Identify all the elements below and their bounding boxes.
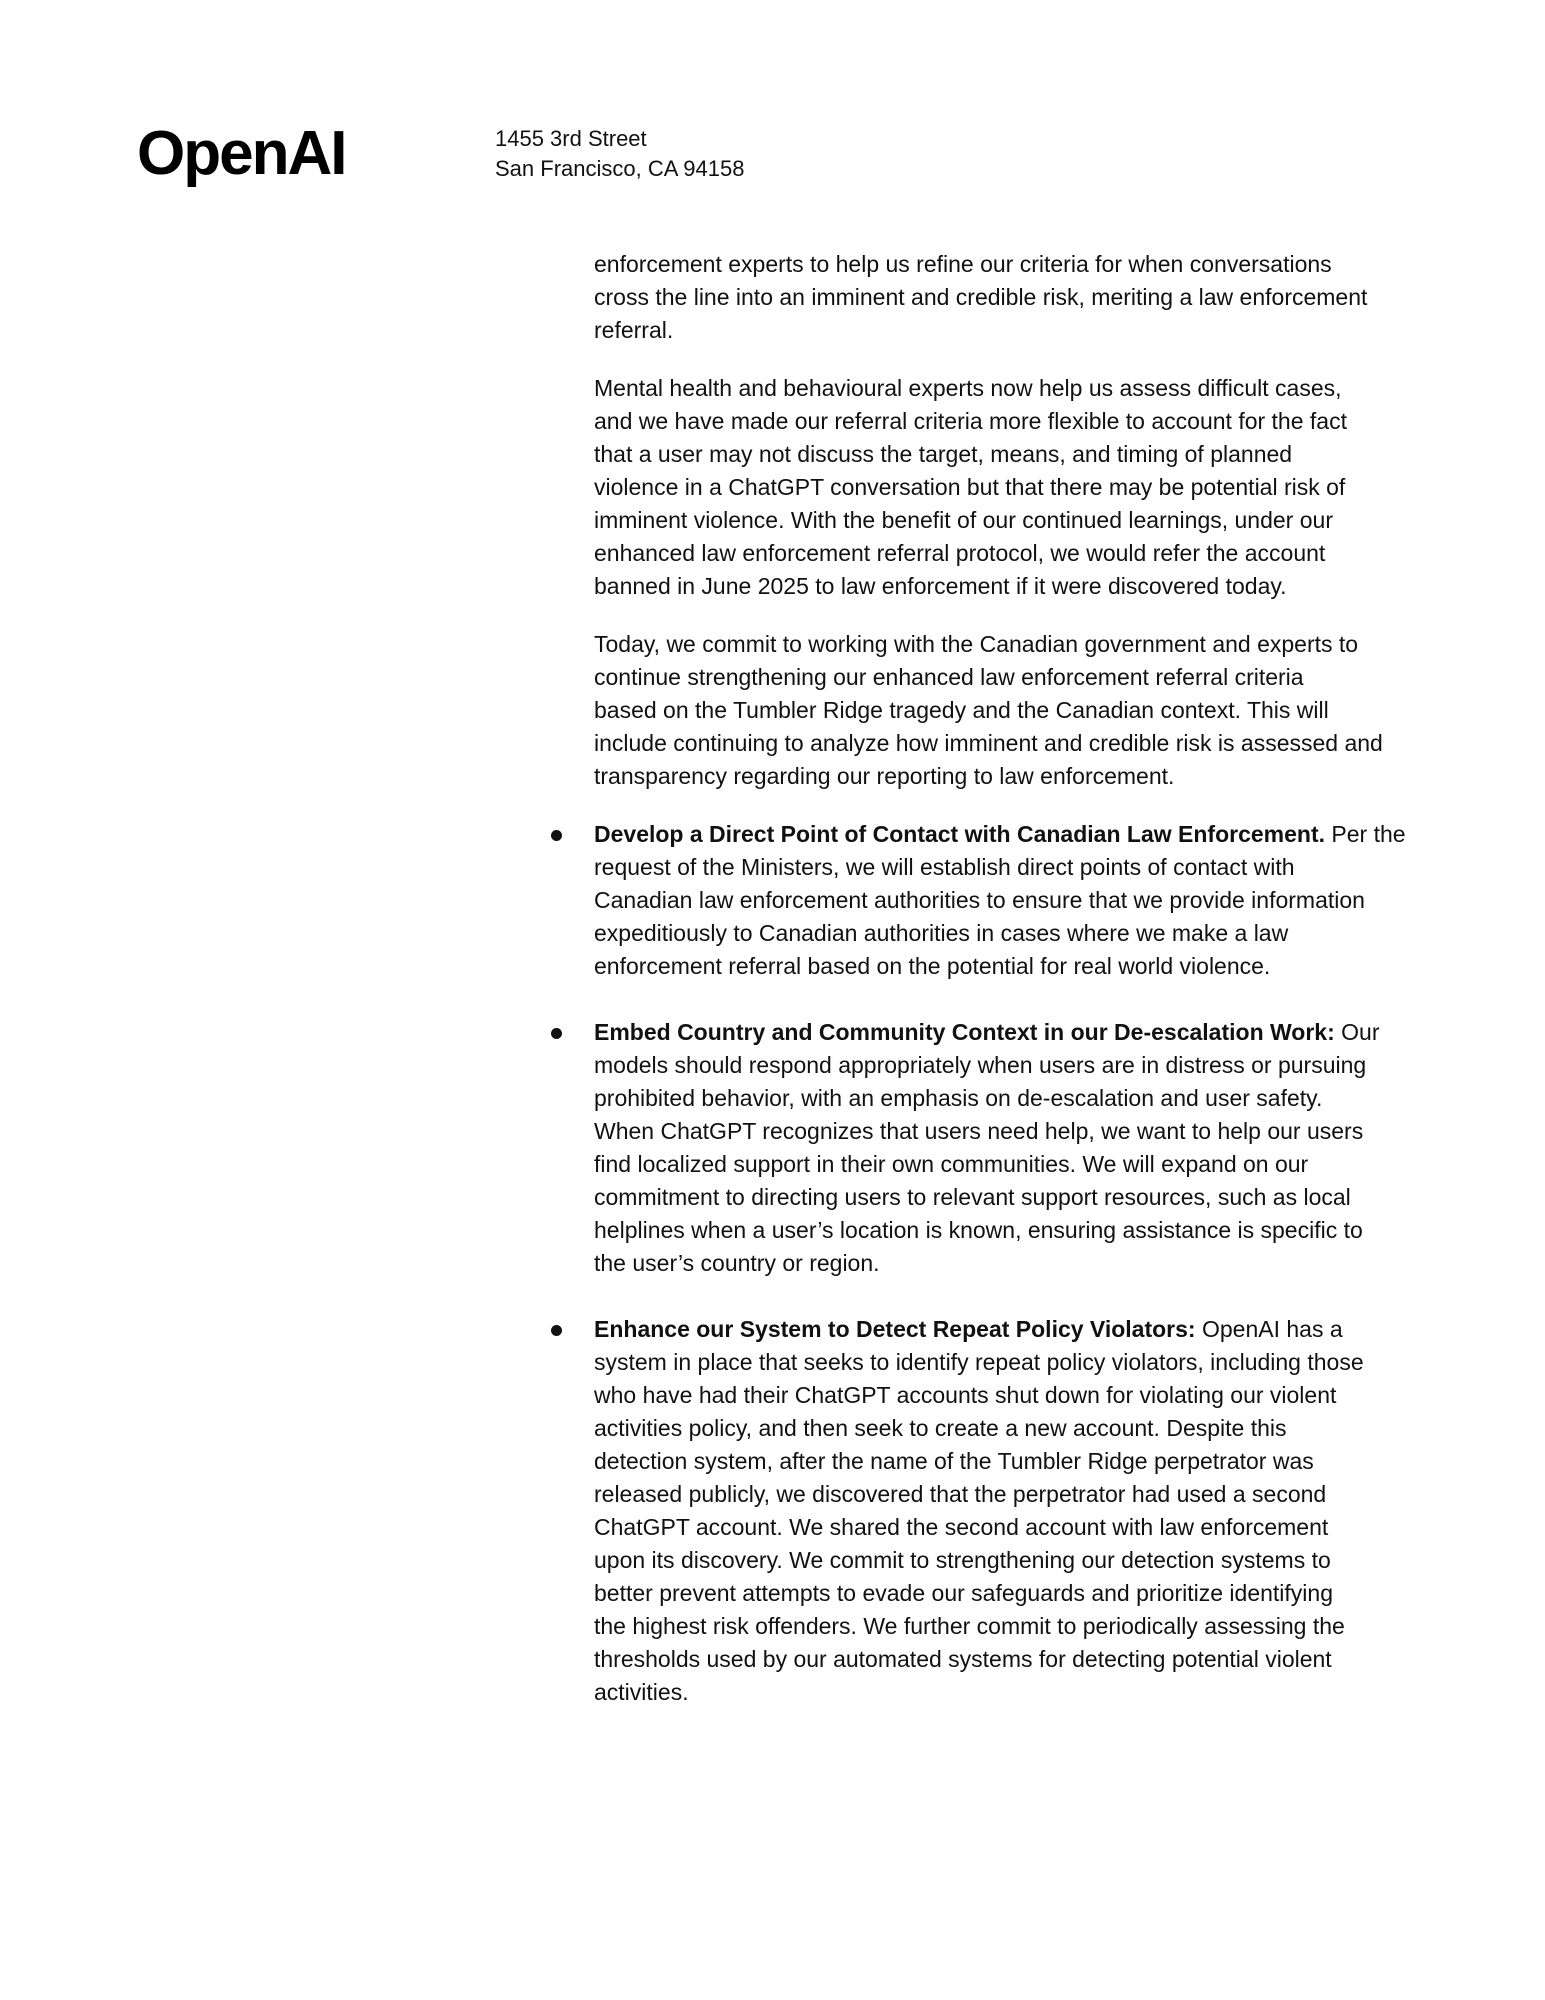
text-run: Per the: [1325, 821, 1406, 847]
text-line: cross the line into an imminent and credible risk, meriting a law enforcement: [594, 284, 1368, 310]
text-line: detection system, after the name of the Tumbler Ridge perpetrator was: [594, 1448, 1314, 1474]
openai-logo: OpenAI: [137, 119, 346, 188]
text-line: who have had their ChatGPT accounts shut down for violating our violent: [594, 1382, 1337, 1408]
text-line: violence in a ChatGPT conversation but that there may be potential risk of: [594, 474, 1346, 500]
text-line: helplines when a user’s location is known, ensuring assistance is specific to: [594, 1217, 1363, 1243]
text-line: released publicly, we discovered that the perpetrator had used a second: [594, 1481, 1327, 1507]
letter-body: [594, 248, 1494, 1742]
text-line: find localized support in their own communities. We will expand on our: [594, 1151, 1309, 1177]
text-line: Today, we commit to working with the Canadian government and experts to: [594, 631, 1359, 657]
paragraph: [594, 628, 1494, 793]
text-line: activities policy, and then seek to create a new account. Despite this: [594, 1415, 1287, 1441]
text-line: When ChatGPT recognizes that users need help, we want to help our users: [594, 1118, 1364, 1144]
text-line: and we have made our referral criteria more flexible to account for the fact: [594, 408, 1347, 434]
text-line: better prevent attempts to evade our safeguards and prioritize identifying: [594, 1580, 1333, 1606]
text-line: system in place that seeks to identify repeat policy violators, including those: [594, 1349, 1364, 1375]
text-line: continue strengthening our enhanced law enforcement referral criteria: [594, 664, 1304, 690]
bullet-item: [594, 1016, 1494, 1280]
text-line: include continuing to analyze how imminent and credible risk is assessed and: [594, 730, 1383, 756]
text-line: [594, 1313, 1494, 1346]
address-line-1: 1455 3rd Street: [495, 126, 647, 151]
bullet-heading: Embed Country and Community Context in our De-escalation Work:: [594, 1019, 1335, 1045]
text-line: based on the Tumbler Ridge tragedy and the Canadian context. This will: [594, 697, 1329, 723]
address: [495, 124, 744, 184]
text-line: activities.: [594, 1679, 689, 1705]
paragraph: [594, 372, 1494, 603]
text-line: the user’s country or region.: [594, 1250, 880, 1276]
bullet-item: [594, 818, 1494, 983]
bullet-icon: [551, 830, 562, 841]
text-line: the highest risk offenders. We further commit to periodically assessing the: [594, 1613, 1345, 1639]
text-line: imminent violence. With the benefit of our continued learnings, under our: [594, 507, 1333, 533]
text-line: ChatGPT account. We shared the second account with law enforcement: [594, 1514, 1329, 1540]
text-line: that a user may not discuss the target, means, and timing of planned: [594, 441, 1293, 467]
text-line: Canadian law enforcement authorities to ensure that we provide information: [594, 887, 1365, 913]
bullet-item: [594, 1313, 1494, 1709]
text-line: enforcement experts to help us refine our criteria for when conversations: [594, 251, 1332, 277]
text-line: Mental health and behavioural experts now help us assess difficult cases,: [594, 375, 1342, 401]
bullet-heading: Enhance our System to Detect Repeat Policy Violators:: [594, 1316, 1196, 1342]
text-line: expeditiously to Canadian authorities in cases where we make a law: [594, 920, 1289, 946]
text-line: banned in June 2025 to law enforcement if it were discovered today.: [594, 573, 1287, 599]
text-line: request of the Ministers, we will establish direct points of contact with: [594, 854, 1295, 880]
bullet-icon: [551, 1325, 562, 1336]
bullet-icon: [551, 1028, 562, 1039]
text-line: models should respond appropriately when users are in distress or pursuing: [594, 1052, 1367, 1078]
bullet-heading: Develop a Direct Point of Contact with Canadian Law Enforcement.: [594, 821, 1325, 847]
text-line: [594, 1016, 1494, 1049]
text-run: Our: [1334, 1019, 1380, 1045]
text-run: OpenAI has a: [1195, 1316, 1343, 1342]
text-line: commitment to directing users to relevant support resources, such as local: [594, 1184, 1351, 1210]
paragraph: [594, 248, 1494, 347]
text-line: [594, 818, 1494, 851]
text-line: enforcement referral based on the potential for real world violence.: [594, 953, 1271, 979]
address-line-2: San Francisco, CA 94158: [495, 156, 745, 181]
text-line: transparency regarding our reporting to law enforcement.: [594, 763, 1175, 789]
text-line: enhanced law enforcement referral protocol, we would refer the account: [594, 540, 1326, 566]
text-line: referral.: [594, 317, 674, 343]
text-line: prohibited behavior, with an emphasis on de-escalation and user safety.: [594, 1085, 1323, 1111]
text-line: thresholds used by our automated systems for detecting potential violent: [594, 1646, 1332, 1672]
text-line: upon its discovery. We commit to strengthening our detection systems to: [594, 1547, 1331, 1573]
